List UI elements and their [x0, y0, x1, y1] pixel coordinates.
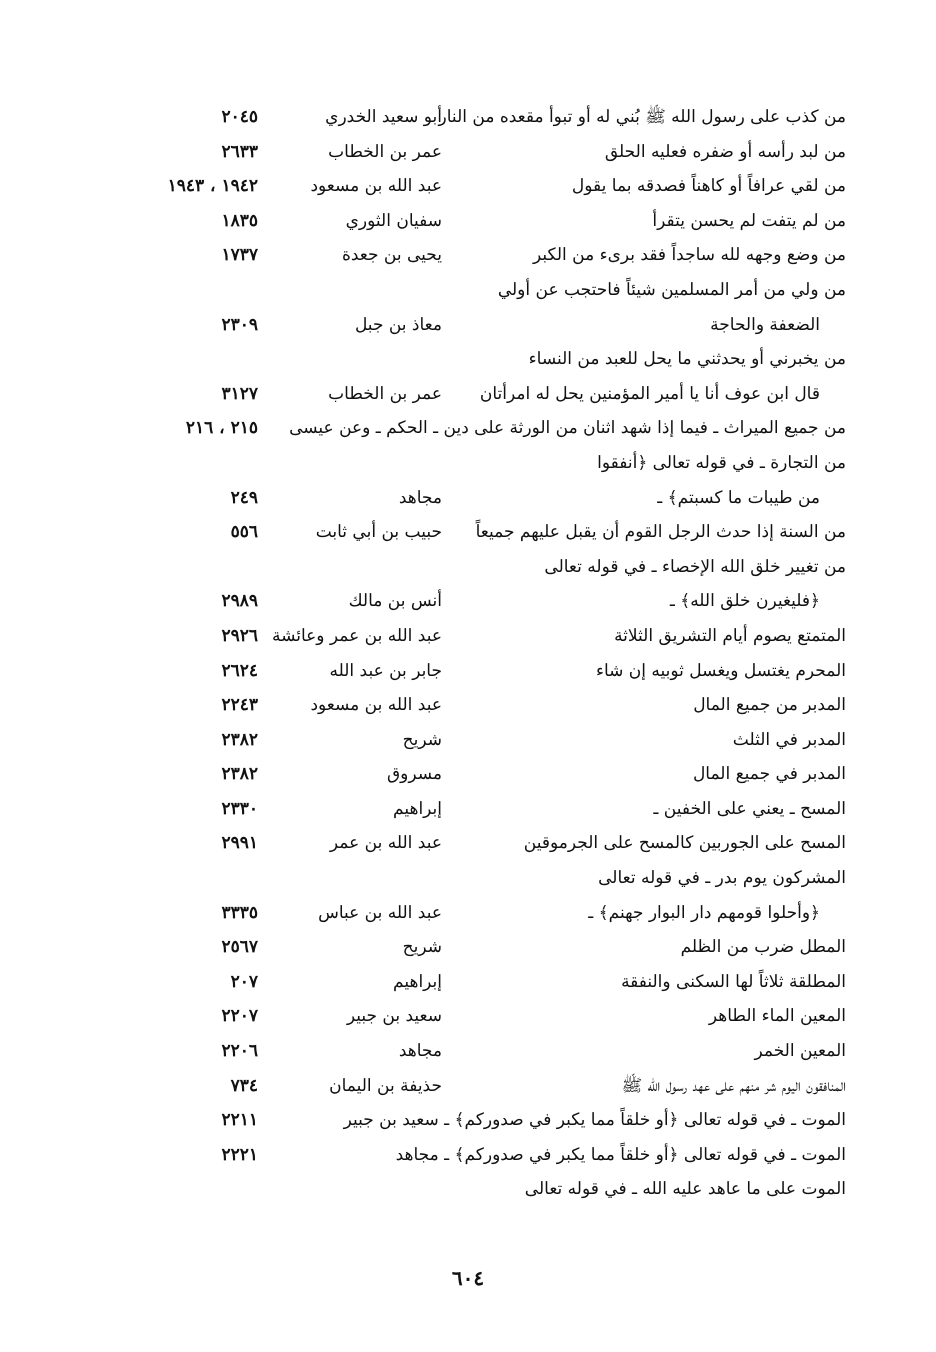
entry-text: من وضع وجهه لله ساجداً فقد برىء من الكبر — [532, 245, 846, 266]
entry-text: ﴿وأحلوا قومهم دار البوار جهنم﴾ ـ — [588, 902, 820, 923]
entry-text: المحرم يغتسل ويغسل ثوبيه إن شاء — [595, 660, 846, 681]
index-entry — [120, 1069, 846, 1104]
index-entry — [120, 446, 846, 481]
entry-text: من كذب على رسول الله ﷺ بُني له أو تبوأ مقعده من النار — [438, 107, 846, 127]
index-entry — [120, 238, 846, 273]
index-entry — [120, 308, 846, 343]
entry-reference-number: ٢٠٧ — [230, 971, 258, 992]
entry-text: المسح ـ يعني على الخفين ـ — [653, 798, 846, 819]
page-number: ٦٠٤ — [451, 1266, 485, 1290]
index-entry — [120, 135, 846, 170]
index-entry — [120, 688, 846, 723]
entry-reference-number: ٢١٥ ، ٢١٦ — [185, 418, 258, 439]
entry-narrator: سعيد بن جبير — [346, 1006, 442, 1027]
entry-text: من تغيير خلق الله الإخصاء ـ في قوله تعالى — [544, 556, 846, 577]
entry-reference-number: ٢٣٨٢ — [221, 729, 258, 750]
entry-reference-number: ٢٩٨٩ — [221, 591, 258, 612]
entry-reference-number: ٢٢٠٦ — [221, 1041, 258, 1062]
entry-text: من لم يتفت لم يحسن يتقرأ — [652, 210, 846, 231]
entry-narrator: جابر بن عبد الله — [329, 660, 442, 681]
entry-narrator: أبو سعيد الخدري — [325, 107, 442, 127]
entry-narrator: مجاهد — [398, 487, 442, 508]
entry-text: الضعفة والحاجة — [710, 314, 820, 335]
entry-text: من السنة إذا حدث الرجل القوم أن يقبل عليهم جميعاً — [475, 522, 846, 543]
entry-text: المدبر من جميع المال — [693, 695, 846, 716]
index-entries — [120, 100, 846, 1207]
index-entry — [120, 861, 846, 896]
entry-reference-number: ٢٦٣٣ — [221, 141, 258, 162]
index-entry — [120, 584, 846, 619]
entry-text: ﴿فليغيرن خلق الله﴾ ـ — [669, 591, 820, 612]
entry-narrator: شريح — [402, 729, 442, 750]
entry-text: المعين الخمر — [754, 1041, 846, 1062]
entry-reference-number: ١٧٣٧ — [221, 245, 258, 266]
entry-narrator: إبراهيم — [393, 971, 442, 992]
entry-reference-number: ٢٤٩ — [230, 487, 258, 508]
index-entry — [120, 826, 846, 861]
index-entry — [120, 723, 846, 758]
entry-reference-number: ٢٢٤٣ — [221, 695, 258, 716]
index-entry — [120, 654, 846, 689]
entry-text: المسح على الجوربين كالمسح على الجرموقين — [523, 833, 846, 854]
index-entry — [120, 204, 846, 239]
entry-text: المطل ضرب من الظلم — [680, 937, 846, 958]
entry-narrator: أنس بن مالك — [348, 591, 442, 612]
entry-narrator: سفيان الثوري — [345, 210, 442, 231]
entry-narrator: عمر بن الخطاب — [328, 141, 442, 162]
entry-reference-number: ٢٢٠٧ — [221, 1006, 258, 1027]
entry-narrator: مسروق — [386, 764, 442, 785]
index-entry — [120, 1172, 846, 1207]
entry-text: الموت ـ في قوله تعالى ﴿أو خلقاً مما يكبر في صدوركم﴾ ـ سعيد بن جبير — [343, 1110, 846, 1131]
entry-narrator: إبراهيم — [393, 798, 442, 819]
index-entry — [120, 515, 846, 550]
index-entry — [120, 273, 846, 308]
entry-reference-number: ٢٠٤٥ — [221, 107, 258, 127]
index-entry — [120, 100, 846, 135]
entry-reference-number: ٢٥٦٧ — [221, 937, 258, 958]
index-entry — [120, 930, 846, 965]
entry-narrator: عمر بن الخطاب — [328, 383, 442, 404]
index-entry — [120, 169, 846, 204]
entry-text: قال ابن عوف أنا يا أمير المؤمنين يحل له امرأتان — [479, 383, 820, 404]
entry-reference-number: ١٨٣٥ — [221, 210, 258, 231]
entry-reference-number: ٣٣٣٥ — [221, 902, 258, 923]
entry-text: من طيبات ما كسبتم﴾ ـ — [657, 487, 820, 508]
entry-reference-number: ٢٣٣٠ — [221, 798, 258, 819]
entry-text: المدبر في جميع المال — [692, 764, 846, 785]
index-entry — [120, 757, 846, 792]
entry-narrator: عبد الله بن عباس — [318, 902, 442, 923]
entry-text: المنافقون اليوم شر منهم على عهد رسول الله ﷺ — [621, 1075, 846, 1096]
entry-text: المعين الماء الطاهر — [708, 1006, 846, 1027]
index-entry — [120, 377, 846, 412]
entry-narrator: عبد الله بن عمر — [329, 833, 442, 854]
entry-text: من جميع الميراث ـ فيما إذا شهد اثنان من الورثة على دين ـ الحكم ـ وعن عيسى — [289, 418, 846, 439]
entry-narrator: مجاهد — [398, 1041, 442, 1062]
index-entry — [120, 619, 846, 654]
entry-reference-number: ٣١٢٧ — [221, 383, 258, 404]
entry-text: الموت على ما عاهد عليه الله ـ في قوله تعالى — [524, 1179, 846, 1200]
entry-text: من ولي من أمر المسلمين شيئاً فاحتجب عن أولي — [497, 279, 846, 300]
entry-narrator: شريح — [402, 937, 442, 958]
index-entry — [120, 965, 846, 1000]
entry-text: المتمتع يصوم أيام التشريق الثلاثة — [614, 625, 846, 646]
entry-reference-number: ٢٢٢١ — [221, 1144, 258, 1165]
index-entry — [120, 411, 846, 446]
entry-text: المدبر في الثلث — [732, 729, 846, 750]
index-entry — [120, 792, 846, 827]
entry-narrator: يحيى بن جعدة — [341, 245, 442, 266]
entry-narrator: عبد الله بن مسعود — [310, 695, 442, 716]
entry-text: من لقي عرافاً أو كاهناً فصدقه بما يقول — [571, 176, 846, 197]
entry-text: من لبد رأسه أو ضفره فعليه الحلق — [604, 141, 846, 162]
index-entry — [120, 550, 846, 585]
index-entry — [120, 1138, 846, 1173]
entry-reference-number: ٢٢١١ — [221, 1110, 258, 1131]
entry-reference-number: ٧٣٤ — [230, 1075, 258, 1096]
entry-narrator: عبد الله بن مسعود — [310, 176, 442, 197]
index-entry — [120, 481, 846, 516]
entry-text: المطلقة ثلاثاً لها السكنى والنفقة — [621, 971, 846, 992]
entry-reference-number: ٢٣٠٩ — [221, 314, 258, 335]
entry-reference-number: ٢٩٢٦ — [221, 625, 258, 646]
index-entry — [120, 896, 846, 931]
entry-reference-number: ٥٥٦ — [230, 522, 258, 543]
index-entry — [120, 1034, 846, 1069]
entry-reference-number: ٢٩٩١ — [221, 833, 258, 854]
index-entry — [120, 999, 846, 1034]
entry-narrator: حذيفة بن اليمان — [329, 1075, 442, 1096]
entry-text: من يخبرني أو يحدثني ما يحل للعبد من النساء — [528, 349, 846, 370]
entry-text: من التجارة ـ في قوله تعالى ﴿أنفقوا — [597, 452, 846, 473]
index-entry — [120, 342, 846, 377]
entry-narrator: معاذ بن جبل — [354, 314, 442, 335]
entry-reference-number: ٢٦٢٤ — [221, 660, 258, 681]
entry-text: الموت ـ في قوله تعالى ﴿أو خلقاً مما يكبر في صدوركم﴾ ـ مجاهد — [395, 1144, 846, 1165]
index-entry — [120, 1103, 846, 1138]
entry-reference-number: ٢٣٨٢ — [221, 764, 258, 785]
entry-narrator: عبد الله بن عمر وعائشة — [271, 625, 442, 646]
entry-narrator: حبيب بن أبي ثابت — [315, 522, 442, 543]
entry-text: المشركون يوم بدر ـ في قوله تعالى — [598, 868, 846, 889]
entry-reference-number: ١٩٤٢ ، ١٩٤٣ — [167, 176, 258, 197]
